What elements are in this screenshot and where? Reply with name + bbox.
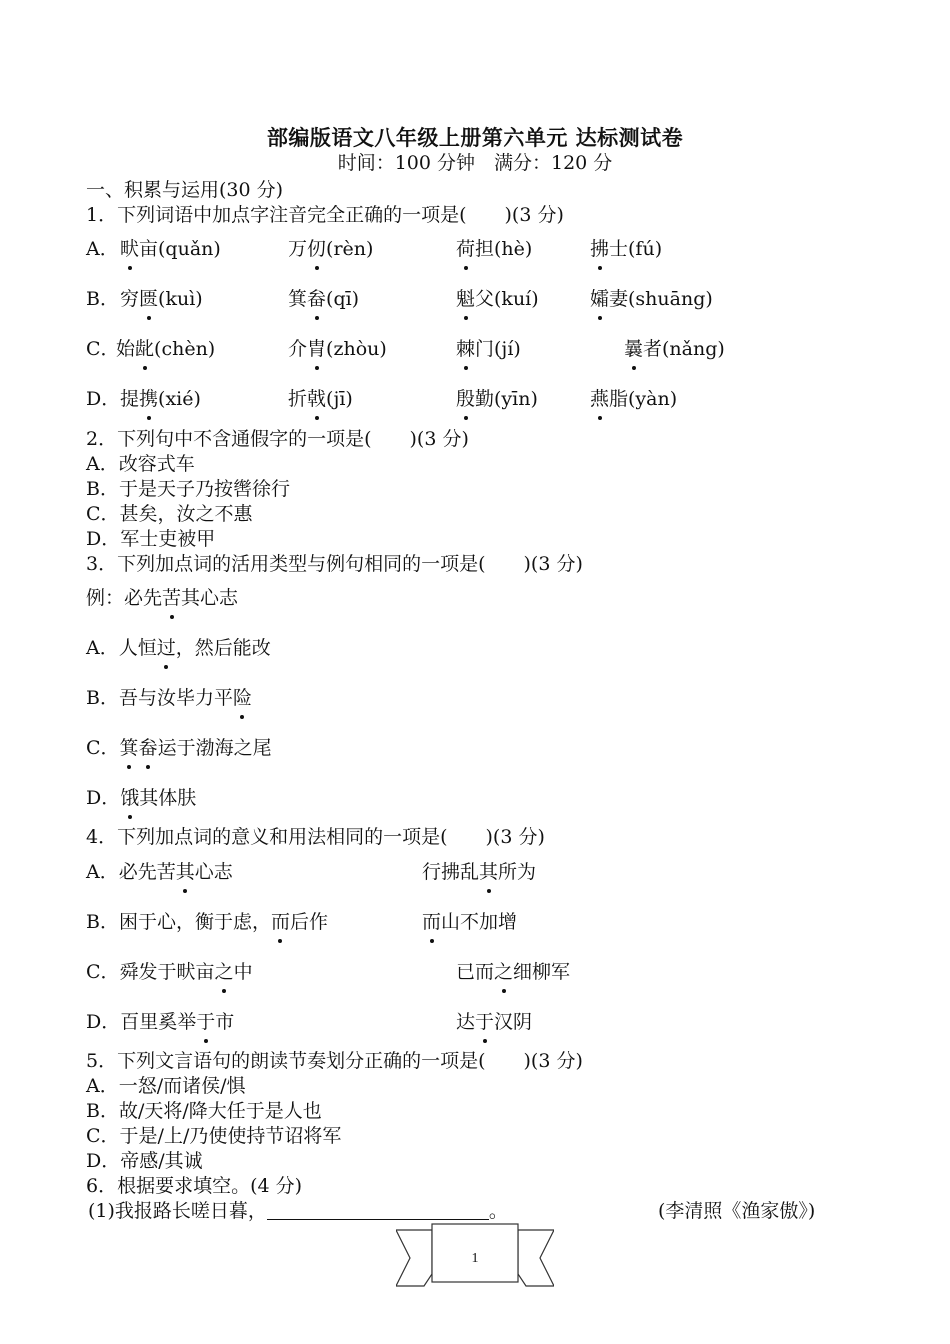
q1-option-d-word3: 殷勤(yīn) [456,384,538,411]
q4-option-c-left: C．舜发于畎亩之中 [86,957,253,984]
q3-option-b: B．吾与汝毕力平险 [86,683,252,710]
q1-option-a-word4: 拂士(fú) [590,234,662,261]
q1-option-b-word2: 箕畚(qī) [288,284,359,311]
q2-option-d: D．军士吏被甲 [86,528,216,550]
q5-option-d: D．帝感/其诚 [86,1150,203,1172]
question-6-stem: 6．根据要求填空。(4 分) [86,1175,303,1197]
q1-option-a-word3: 荷担(hè) [456,234,532,261]
q2-option-b: B．于是天子乃按辔徐行 [86,478,290,500]
q3-option-a: A．人恒过，然后能改 [86,633,271,660]
q1-option-c-word2: 介胄(zhòu) [288,334,387,361]
q5-option-a: A．一怒/而诸侯/惧 [86,1075,246,1097]
q4-option-b-right: 而山不加增 [422,907,517,934]
page-number: 1 [471,1251,479,1266]
q4-option-a-right: 行拂乱其所为 [422,857,536,884]
q1-option-d-word1: 提携(xié) [120,384,201,411]
q1-option-c-word4: 曩者(nǎng) [624,334,725,361]
q1-option-d-word2: 折戟(jī) [288,384,353,411]
q3-option-d: D．饿其体肤 [86,783,196,810]
q2-option-a: A．改容式车 [86,453,195,475]
q1-option-b-word4: 孀妻(shuāng) [590,284,713,311]
q4-option-d-right: 达于汉阴 [456,1007,532,1034]
page-number-ribbon [396,1222,554,1288]
q4-option-c-right: 已而之细柳军 [456,957,570,984]
q6-item-1-blank[interactable] [267,1201,489,1220]
question-1-stem: 1．下列词语中加点字注音完全正确的一项是( )(3 分) [86,204,564,226]
q1-option-b-word3: 魁父(kuí) [456,284,539,311]
q3-example: 例：必先苦其心志 [86,583,238,610]
question-3-stem: 3．下列加点词的活用类型与例句相同的一项是( )(3 分) [86,553,583,575]
q1-option-c-word1: 始龀(chèn) [116,334,215,361]
ribbon-frame [396,1222,554,1288]
q1-option-c-word3: 棘门(jí) [456,334,521,361]
q1-option-a-word2: 万仞(rèn) [288,234,373,261]
q5-option-b: B．故/天将/降大任于是人也 [86,1100,322,1122]
q6-item-1-source: (李清照《渔家傲》) [658,1200,816,1222]
q1-option-c-label: C． [86,338,120,360]
q6-item-1: (1)我报路长嗟日暮， 。 [88,1200,508,1222]
q2-option-c: C．甚矣，汝之不惠 [86,503,253,525]
question-5-stem: 5．下列文言语句的朗读节奏划分正确的一项是( )(3 分) [86,1050,583,1072]
q4-option-a-left: A．必先苦其心志 [86,857,233,884]
question-2-stem: 2．下列句中不含通假字的一项是( )(3 分) [86,428,469,450]
q4-option-b-left: B．困于心，衡于虑，而后作 [86,907,328,934]
q5-option-c: C．于是/上/乃使使持节诏将军 [86,1125,342,1147]
q1-option-a-label: A． [86,238,119,260]
q1-option-d-label: D． [86,388,121,410]
q1-option-b-word1: 穷匮(kuì) [120,284,203,311]
q1-option-a-word1: 畎亩(quǎn) [120,234,221,261]
q1-option-d-word4: 燕脂(yàn) [590,384,677,411]
exam-title: 部编版语文八年级上册第六单元 达标测试卷 [266,125,684,150]
section-heading: 一、积累与运用(30 分) [86,179,284,201]
exam-subtitle: 时间：100 分钟 满分：120 分 [337,152,613,174]
q1-option-b-label: B． [86,288,119,310]
q4-option-d-left: D．百里奚举于市 [86,1007,234,1034]
question-4-stem: 4．下列加点词的意义和用法相同的一项是( )(3 分) [86,826,545,848]
q3-option-c: C．箕畚运于渤海之尾 [86,733,272,760]
